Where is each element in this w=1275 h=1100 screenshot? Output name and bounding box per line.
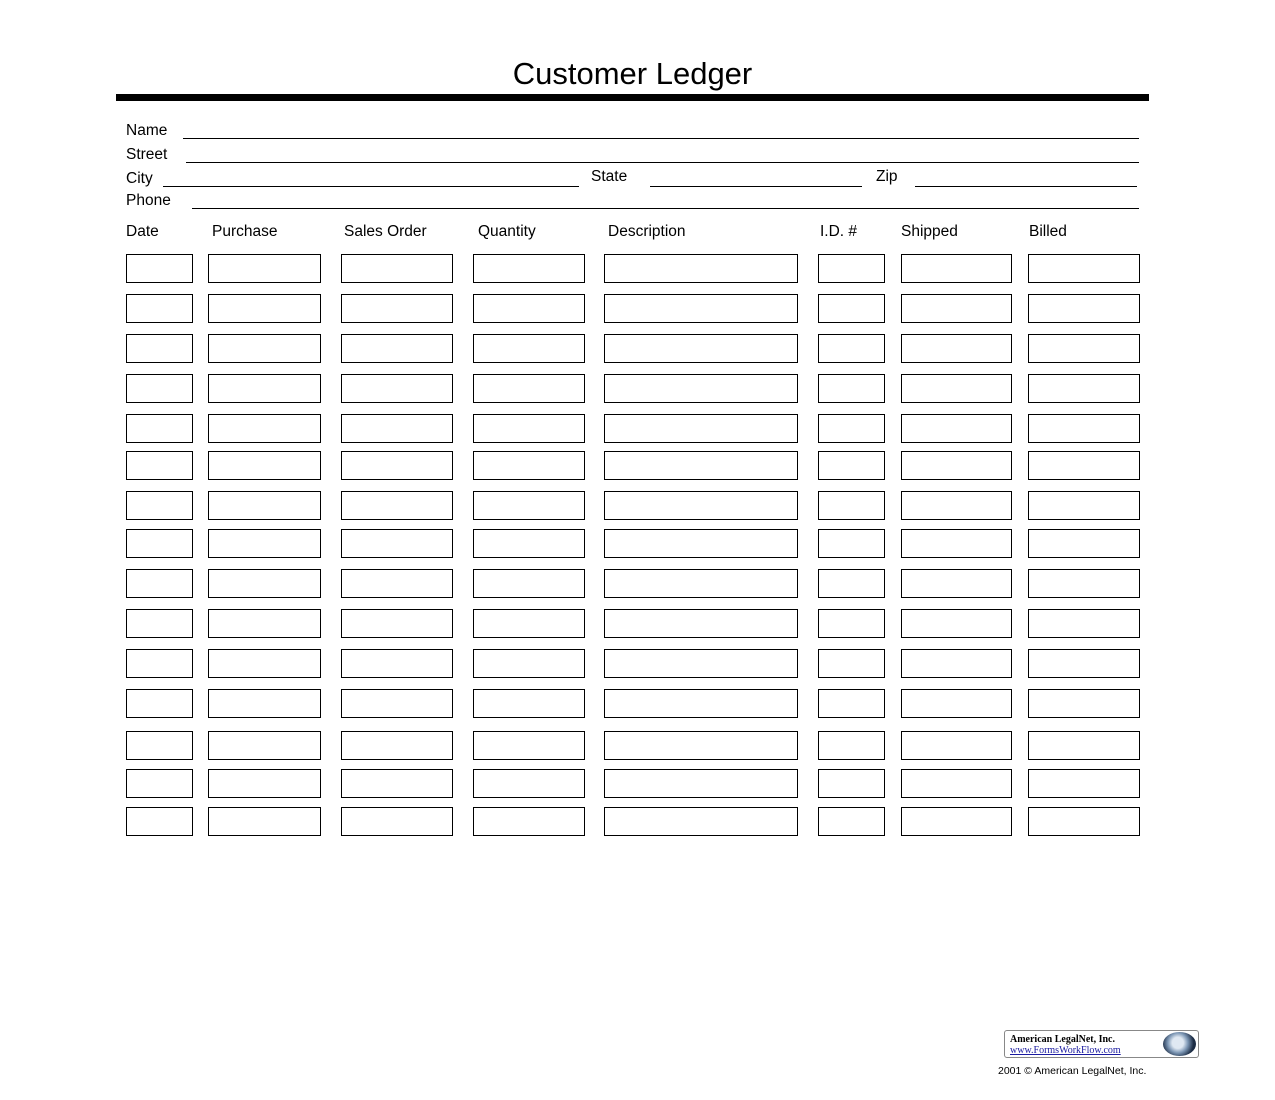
logo-company: American LegalNet, Inc. bbox=[1010, 1034, 1115, 1045]
column-header: I.D. # bbox=[820, 223, 858, 240]
ledger-cell-quantity[interactable] bbox=[473, 769, 585, 798]
ledger-cell-quantity[interactable] bbox=[473, 569, 585, 598]
ledger-cell-date[interactable] bbox=[126, 609, 193, 638]
ledger-cell-shipped[interactable] bbox=[901, 569, 1012, 598]
ledger-cell-description[interactable] bbox=[604, 451, 798, 480]
ledger-cell-billed[interactable] bbox=[1028, 609, 1140, 638]
ledger-cell-purchase[interactable] bbox=[208, 334, 321, 363]
ledger-cell-shipped[interactable] bbox=[901, 374, 1012, 403]
ledger-cell-i-d[interactable] bbox=[818, 294, 885, 323]
name-label: Name bbox=[126, 122, 168, 139]
ledger-cell-billed[interactable] bbox=[1028, 294, 1140, 323]
ledger-cell-date[interactable] bbox=[126, 414, 193, 443]
ledger-cell-billed[interactable] bbox=[1028, 649, 1140, 678]
ledger-cell-sales-order[interactable] bbox=[341, 451, 453, 480]
ledger-cell-date[interactable] bbox=[126, 769, 193, 798]
ledger-cell-shipped[interactable] bbox=[901, 529, 1012, 558]
ledger-cell-billed[interactable] bbox=[1028, 414, 1140, 443]
ledger-cell-description[interactable] bbox=[604, 491, 798, 520]
ledger-cell-description[interactable] bbox=[604, 294, 798, 323]
ledger-cell-billed[interactable] bbox=[1028, 334, 1140, 363]
ledger-cell-i-d[interactable] bbox=[818, 689, 885, 718]
ledger-cell-description[interactable] bbox=[604, 414, 798, 443]
phone-label: Phone bbox=[126, 192, 171, 209]
ledger-cell-shipped[interactable] bbox=[901, 414, 1012, 443]
ledger-cell-i-d[interactable] bbox=[818, 451, 885, 480]
ledger-cell-description[interactable] bbox=[604, 769, 798, 798]
ledger-cell-date[interactable] bbox=[126, 294, 193, 323]
ledger-cell-i-d[interactable] bbox=[818, 609, 885, 638]
ledger-cell-shipped[interactable] bbox=[901, 807, 1012, 836]
ledger-cell-date[interactable] bbox=[126, 451, 193, 480]
ledger-cell-sales-order[interactable] bbox=[341, 807, 453, 836]
ledger-cell-billed[interactable] bbox=[1028, 769, 1140, 798]
ledger-cell-description[interactable] bbox=[604, 254, 798, 283]
ledger-cell-sales-order[interactable] bbox=[341, 731, 453, 760]
ledger-cell-quantity[interactable] bbox=[473, 731, 585, 760]
ledger-cell-date[interactable] bbox=[126, 649, 193, 678]
city-field[interactable] bbox=[163, 186, 579, 187]
ledger-cell-sales-order[interactable] bbox=[341, 414, 453, 443]
title-rule bbox=[116, 94, 1149, 101]
ledger-cell-sales-order[interactable] bbox=[341, 569, 453, 598]
ledger-cell-quantity[interactable] bbox=[473, 529, 585, 558]
ledger-cell-i-d[interactable] bbox=[818, 731, 885, 760]
ledger-cell-description[interactable] bbox=[604, 529, 798, 558]
ledger-cell-quantity[interactable] bbox=[473, 451, 585, 480]
street-field[interactable] bbox=[186, 162, 1139, 163]
ledger-cell-shipped[interactable] bbox=[901, 609, 1012, 638]
ledger-cell-billed[interactable] bbox=[1028, 731, 1140, 760]
ledger-cell-date[interactable] bbox=[126, 254, 193, 283]
ledger-cell-date[interactable] bbox=[126, 491, 193, 520]
ledger-cell-purchase[interactable] bbox=[208, 807, 321, 836]
ledger-cell-description[interactable] bbox=[604, 689, 798, 718]
ledger-cell-billed[interactable] bbox=[1028, 807, 1140, 836]
ledger-cell-purchase[interactable] bbox=[208, 491, 321, 520]
ledger-cell-i-d[interactable] bbox=[818, 414, 885, 443]
logo-url-link[interactable]: www.FormsWorkFlow.com bbox=[1010, 1045, 1121, 1056]
ledger-cell-description[interactable] bbox=[604, 807, 798, 836]
ledger-cell-i-d[interactable] bbox=[818, 529, 885, 558]
ledger-cell-description[interactable] bbox=[604, 609, 798, 638]
ledger-cell-sales-order[interactable] bbox=[341, 689, 453, 718]
ledger-cell-date[interactable] bbox=[126, 529, 193, 558]
ledger-cell-purchase[interactable] bbox=[208, 254, 321, 283]
ledger-cell-description[interactable] bbox=[604, 731, 798, 760]
ledger-cell-quantity[interactable] bbox=[473, 807, 585, 836]
ledger-cell-shipped[interactable] bbox=[901, 491, 1012, 520]
ledger-cell-date[interactable] bbox=[126, 807, 193, 836]
ledger-cell-shipped[interactable] bbox=[901, 451, 1012, 480]
ledger-cell-description[interactable] bbox=[604, 334, 798, 363]
column-header: Shipped bbox=[901, 223, 958, 240]
zip-field[interactable] bbox=[915, 186, 1137, 187]
ledger-cell-sales-order[interactable] bbox=[341, 334, 453, 363]
ledger-cell-description[interactable] bbox=[604, 649, 798, 678]
ledger-cell-quantity[interactable] bbox=[473, 491, 585, 520]
ledger-cell-description[interactable] bbox=[604, 569, 798, 598]
column-header: Description bbox=[608, 223, 686, 240]
ledger-cell-shipped[interactable] bbox=[901, 254, 1012, 283]
state-field[interactable] bbox=[650, 186, 862, 187]
column-header: Billed bbox=[1029, 223, 1067, 240]
ledger-cell-quantity[interactable] bbox=[473, 609, 585, 638]
ledger-cell-purchase[interactable] bbox=[208, 569, 321, 598]
ledger-cell-date[interactable] bbox=[126, 569, 193, 598]
street-label: Street bbox=[126, 146, 168, 163]
ledger-cell-sales-order[interactable] bbox=[341, 769, 453, 798]
ledger-cell-i-d[interactable] bbox=[818, 569, 885, 598]
ledger-cell-sales-order[interactable] bbox=[341, 374, 453, 403]
ledger-cell-purchase[interactable] bbox=[208, 294, 321, 323]
copyright: 2001 © American LegalNet, Inc. bbox=[998, 1065, 1147, 1077]
ledger-cell-i-d[interactable] bbox=[818, 649, 885, 678]
globe-icon bbox=[1163, 1032, 1196, 1056]
ledger-cell-quantity[interactable] bbox=[473, 334, 585, 363]
ledger-cell-quantity[interactable] bbox=[473, 414, 585, 443]
ledger-cell-i-d[interactable] bbox=[818, 491, 885, 520]
ledger-cell-purchase[interactable] bbox=[208, 451, 321, 480]
ledger-cell-i-d[interactable] bbox=[818, 807, 885, 836]
ledger-cell-quantity[interactable] bbox=[473, 294, 585, 323]
city-label: City bbox=[126, 170, 153, 187]
ledger-cell-billed[interactable] bbox=[1028, 254, 1140, 283]
ledger-cell-purchase[interactable] bbox=[208, 769, 321, 798]
ledger-cell-sales-order[interactable] bbox=[341, 649, 453, 678]
ledger-cell-date[interactable] bbox=[126, 334, 193, 363]
column-header: Date bbox=[126, 223, 159, 240]
ledger-cell-shipped[interactable] bbox=[901, 769, 1012, 798]
ledger-cell-billed[interactable] bbox=[1028, 529, 1140, 558]
ledger-cell-purchase[interactable] bbox=[208, 689, 321, 718]
ledger-cell-sales-order[interactable] bbox=[341, 491, 453, 520]
ledger-cell-sales-order[interactable] bbox=[341, 609, 453, 638]
ledger-cell-i-d[interactable] bbox=[818, 374, 885, 403]
ledger-cell-description[interactable] bbox=[604, 374, 798, 403]
ledger-cell-purchase[interactable] bbox=[208, 529, 321, 558]
ledger-cell-sales-order[interactable] bbox=[341, 529, 453, 558]
ledger-cell-date[interactable] bbox=[126, 374, 193, 403]
ledger-cell-date[interactable] bbox=[126, 731, 193, 760]
ledger-cell-i-d[interactable] bbox=[818, 334, 885, 363]
ledger-cell-sales-order[interactable] bbox=[341, 254, 453, 283]
zip-label: Zip bbox=[876, 168, 898, 185]
ledger-cell-shipped[interactable] bbox=[901, 731, 1012, 760]
ledger-cell-billed[interactable] bbox=[1028, 491, 1140, 520]
ledger-cell-purchase[interactable] bbox=[208, 374, 321, 403]
column-header: Sales Order bbox=[344, 223, 427, 240]
column-header: Purchase bbox=[212, 223, 278, 240]
ledger-cell-shipped[interactable] bbox=[901, 294, 1012, 323]
ledger-cell-i-d[interactable] bbox=[818, 769, 885, 798]
ledger-cell-shipped[interactable] bbox=[901, 649, 1012, 678]
ledger-cell-billed[interactable] bbox=[1028, 451, 1140, 480]
ledger-cell-shipped[interactable] bbox=[901, 334, 1012, 363]
ledger-cell-quantity[interactable] bbox=[473, 254, 585, 283]
ledger-cell-shipped[interactable] bbox=[901, 689, 1012, 718]
ledger-cell-purchase[interactable] bbox=[208, 649, 321, 678]
ledger-cell-billed[interactable] bbox=[1028, 374, 1140, 403]
ledger-cell-i-d[interactable] bbox=[818, 254, 885, 283]
name-field[interactable] bbox=[183, 138, 1139, 139]
ledger-cell-quantity[interactable] bbox=[473, 374, 585, 403]
ledger-cell-purchase[interactable] bbox=[208, 414, 321, 443]
state-label: State bbox=[591, 168, 628, 185]
ledger-cell-quantity[interactable] bbox=[473, 689, 585, 718]
page-title: Customer Ledger bbox=[512, 56, 753, 91]
ledger-cell-billed[interactable] bbox=[1028, 569, 1140, 598]
ledger-cell-purchase[interactable] bbox=[208, 609, 321, 638]
ledger-cell-billed[interactable] bbox=[1028, 689, 1140, 718]
column-header: Quantity bbox=[478, 223, 536, 240]
phone-field[interactable] bbox=[192, 208, 1139, 209]
ledger-cell-purchase[interactable] bbox=[208, 731, 321, 760]
ledger-cell-sales-order[interactable] bbox=[341, 294, 453, 323]
ledger-cell-date[interactable] bbox=[126, 689, 193, 718]
ledger-cell-quantity[interactable] bbox=[473, 649, 585, 678]
